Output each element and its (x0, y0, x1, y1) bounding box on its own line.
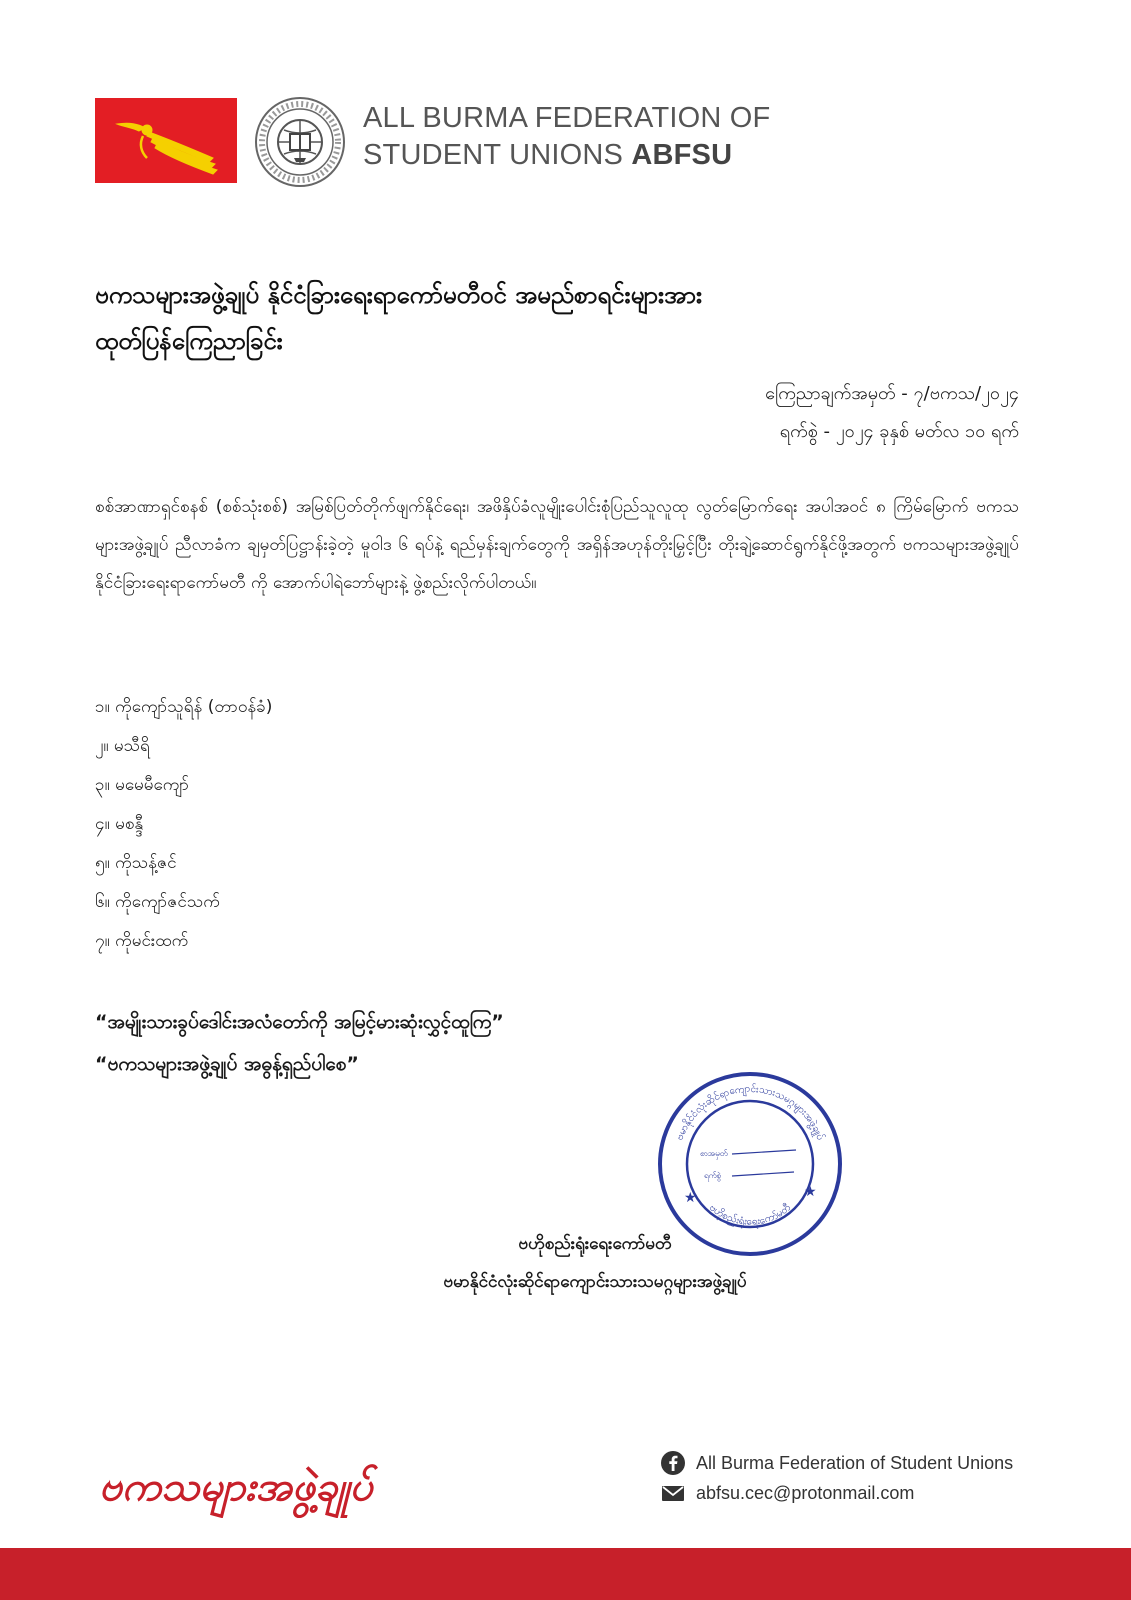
org-name-line2-text: STUDENT UNIONS (363, 139, 624, 171)
list-item: ၆။ ကိုကျော်ဇင်သက် (95, 892, 220, 912)
org-abbr: ABFSU (631, 139, 733, 171)
body-paragraph: စစ်အာဏာရှင်စနစ် (စစ်သုံးစစ်) အမြစ်ပြတ်တိုက်ဖျက်နိုင်ရေး၊ အဖိနှိပ်ခံလူမျိုးပေါင်းစုံပြည်သူလူထု လွတ်မြောက်ရေး အပါအဝင် ၈ ကြိမ်မြောက် ဗကသများအဖွဲ့ချုပ် ညီလာခံက ချမှတ်ပြဋ္ဌာန်းခဲ့တဲ့ မူဝါဒ ၆ ရပ်နဲ့ ရည်မှန်းချက်တွေကို အရှိန်အဟုန်တိုးမြှင့်ပြီး တိုးချဲ့ဆောင်ရွက်နိုင်ဖို့အတွက် ဗကသများအဖွဲ့ချုပ် နိုင်ငံခြားရေးရာကော်မတီ ကို အောက်ပါရဲဘော်များနဲ့ ဖွဲ့စည်းလိုက်ပါတယ်။ (95, 497, 1019, 593)
contact-info (660, 1448, 1013, 1508)
member-list (95, 688, 272, 961)
signature-organization: ဗမာနိုင်ငံလုံးဆိုင်ရာကျောင်းသားသမဂ္ဂများအဖွဲ့ချုပ် (443, 1272, 747, 1292)
fighting-peacock-icon (95, 98, 237, 183)
title-line1: ဗကသများအဖွဲ့ချုပ် နိုင်ငံခြားရေးရာကော်မတီဝင် အမည်စာရင်းများအား (95, 281, 703, 309)
stamp-field-number: စာအမှတ် (700, 1149, 728, 1158)
org-name (363, 100, 770, 174)
footer-bar (0, 1548, 1131, 1600)
email-address: abfsu.cec@protonmail.com (696, 1483, 915, 1503)
email-contact[interactable] (660, 1478, 1013, 1508)
mail-icon (660, 1480, 686, 1506)
facebook-contact[interactable] (660, 1448, 1013, 1478)
signature-block (300, 1225, 890, 1301)
slogans (95, 1001, 504, 1085)
list-item: ၇။ ကိုမင်းထက် (95, 931, 189, 951)
stamp-bottom-text: ဗဟိုစည်းရုံးရေးကော်မတီ (707, 1202, 793, 1228)
stamp-field-date: ရက်စွဲ (704, 1171, 721, 1180)
star-icon: ★ (684, 1190, 697, 1206)
org-name-line1: ALL BURMA FEDERATION OF (363, 102, 771, 134)
slogan-1: “အမျိုးသားခွပ်ဒေါင်းအလံတော်ကို အမြင့်မားဆုံးလွှင့်ထူကြ” (95, 1011, 504, 1033)
abfsu-wordmark-logo (95, 1448, 485, 1518)
list-item: ၅။ ကိုသန့်ဇင် (95, 853, 177, 873)
list-item: ၂။ မသီရိ (95, 736, 150, 756)
facebook-icon (660, 1450, 686, 1476)
abfsu-seal-logo (254, 96, 346, 188)
peacock-flag (95, 98, 237, 183)
wordmark-text: ဗကသများအဖွဲ့ချုပ် (99, 1464, 373, 1510)
list-item: ၃။ မမေမီကျော် (95, 775, 190, 795)
org-name-line2 (363, 137, 770, 174)
stamp-ring-text: ဗမာနိုင်ငံလုံးဆိုင်ရာကျောင်းသားသမဂ္ဂများအဖွဲ့ချုပ် (674, 1083, 826, 1142)
signature-committee: ဗဟိုစည်းရုံးရေးကော်မတီ (518, 1234, 672, 1254)
list-item: ၄။ မစန္ဒီ (95, 814, 144, 834)
announcement-title (95, 272, 1045, 364)
list-item: ၁။ ကိုကျော်သူရိန် (တာဝန်ခံ) (95, 697, 273, 717)
announcement-date: ရက်စွဲ - ၂၀၂၄ ခုနှစ် မတ်လ ၁၀ ရက် (779, 421, 1019, 442)
facebook-page-name: All Burma Federation of Student Unions (696, 1453, 1014, 1473)
title-line2: ထုတ်ပြန်ကြေညာခြင်း (95, 327, 283, 355)
star-icon: ★ (804, 1184, 817, 1200)
slogan-2: “ဗကသများအဖွဲ့ချုပ် အဓွန့်ရှည်ပါစေ” (95, 1053, 359, 1075)
reference-block (765, 375, 1019, 451)
announcement-number: ကြေညာချက်အမှတ် - ၇/ဗကသ/၂၀၂၄ (765, 383, 1019, 404)
